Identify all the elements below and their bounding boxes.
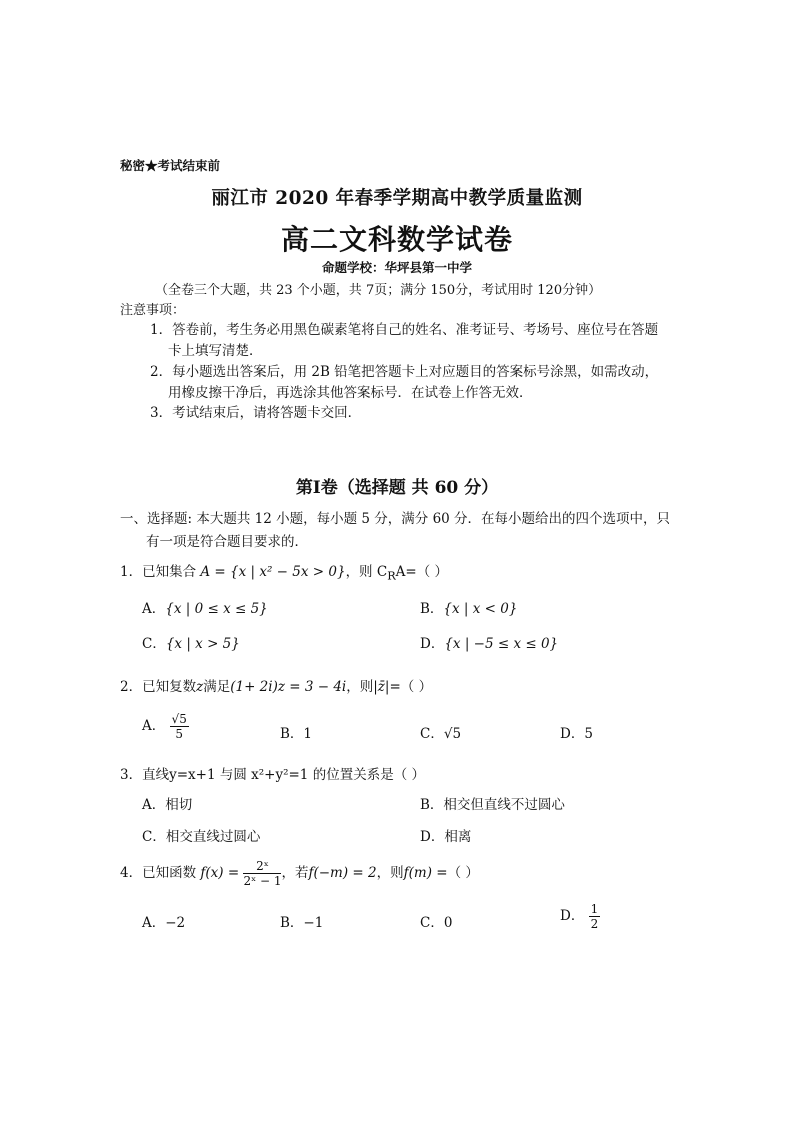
part-title: 第Ⅰ卷（选择题 共 60 分） xyxy=(295,478,499,498)
question-4-stem: 4．已知函数 f(x) = $\frac{\text{2ˣ}}{\text{2ˣ − 1}}$ ，若f(−m) = 2，则f(m) =（ ） xyxy=(120,859,479,888)
notice-item-3: 3．考试结束后，请将答题卡交回． xyxy=(150,405,362,421)
fraction: $\frac{\text{2ˣ}}{\text{2ˣ − 1}}$ xyxy=(243,859,282,888)
question-1-option-b[interactable]: B．{x | x < 0} xyxy=(420,601,518,617)
question-2-stem: 2．已知复数z满足(1+ 2i)z = 3 − 4i，则|z̄|=（ ） xyxy=(120,679,433,695)
author-school: 命题学校：华坪县第一中学 xyxy=(321,260,472,275)
question-2-math: (1+ 2i)z = 3 − 4i xyxy=(230,679,347,695)
notice-title: 注意事项： xyxy=(120,303,186,318)
question-1-option-d[interactable]: D．{x | −5 ≤ x ≤ 0} xyxy=(420,636,559,652)
fraction: $\frac{1}{2}$ xyxy=(590,902,599,931)
question-4-option-c[interactable]: C．0 xyxy=(420,915,453,931)
question-2-option-a[interactable]: A． $\frac{√5}{5}$ xyxy=(142,712,187,741)
question-3-option-d[interactable]: D．相离 xyxy=(420,829,472,845)
exam-subtitle: 丽江市 2020 年春季学期高中教学质量监测 xyxy=(211,188,583,209)
notice-item-1-cont: 卡上填写清楚． xyxy=(168,343,263,359)
question-1-option-c[interactable]: C．{x | x > 5} xyxy=(142,636,240,652)
question-1-math: A = {x | x² − 5x > 0} xyxy=(200,564,346,580)
question-3-option-a[interactable]: A．相切 xyxy=(142,797,193,813)
section-instructions-cont: 有一项是符合题目要求的． xyxy=(146,534,308,550)
question-4-option-b[interactable]: B．−1 xyxy=(280,915,324,931)
notice-item-1: 1．答卷前，考生务必用黑色碳素笔将自己的姓名、准考证号、考场号、座位号在答题 xyxy=(150,322,659,338)
notice-item-2: 2．每小题选出答案后，用 2B 铅笔把答题卡上对应题目的答案标号涂黑，如需改动， xyxy=(150,364,659,380)
question-3-stem: 3．直线y=x+1 与圆 x²+y²=1 的位置关系是（ ） xyxy=(120,767,425,783)
question-1-option-a[interactable]: A．{x | 0 ≤ x ≤ 5} xyxy=(142,601,268,617)
question-1-stem: 1．已知集合 A = {x | x² − 5x > 0}，则 $C_RA=$（ ） xyxy=(120,564,449,583)
question-4-option-a[interactable]: A．−2 xyxy=(142,915,186,931)
notice-item-2-cont: 用橡皮擦干净后，再选涂其他答案标号．在试卷上作答无效． xyxy=(168,385,533,401)
question-4-option-d[interactable]: D． $\frac{1}{2}$ xyxy=(560,902,599,931)
confidential-label: 秘密★考试结束前 xyxy=(120,158,221,173)
question-3-option-b[interactable]: B．相交但直线不过圆心 xyxy=(420,797,565,813)
section-instructions: 一、选择题: 本大题共 12 小题，每小题 5 分，满分 60 分．在每小题给出的四个选项中，只 xyxy=(120,511,671,527)
question-2-option-c[interactable]: C．√5 xyxy=(420,726,462,742)
exam-scope: （全卷三个大题，共 23 个小题，共 7页；满分 150分，考试用时 120分钟） xyxy=(155,283,602,298)
fraction: $\frac{√5}{5}$ xyxy=(171,712,187,741)
question-3-option-c[interactable]: C．相交直线过圆心 xyxy=(142,829,261,845)
exam-title: 高二文科数学试卷 xyxy=(280,223,513,256)
question-2-option-d[interactable]: D．5 xyxy=(560,726,593,742)
question-2-option-b[interactable]: B．1 xyxy=(280,726,313,742)
